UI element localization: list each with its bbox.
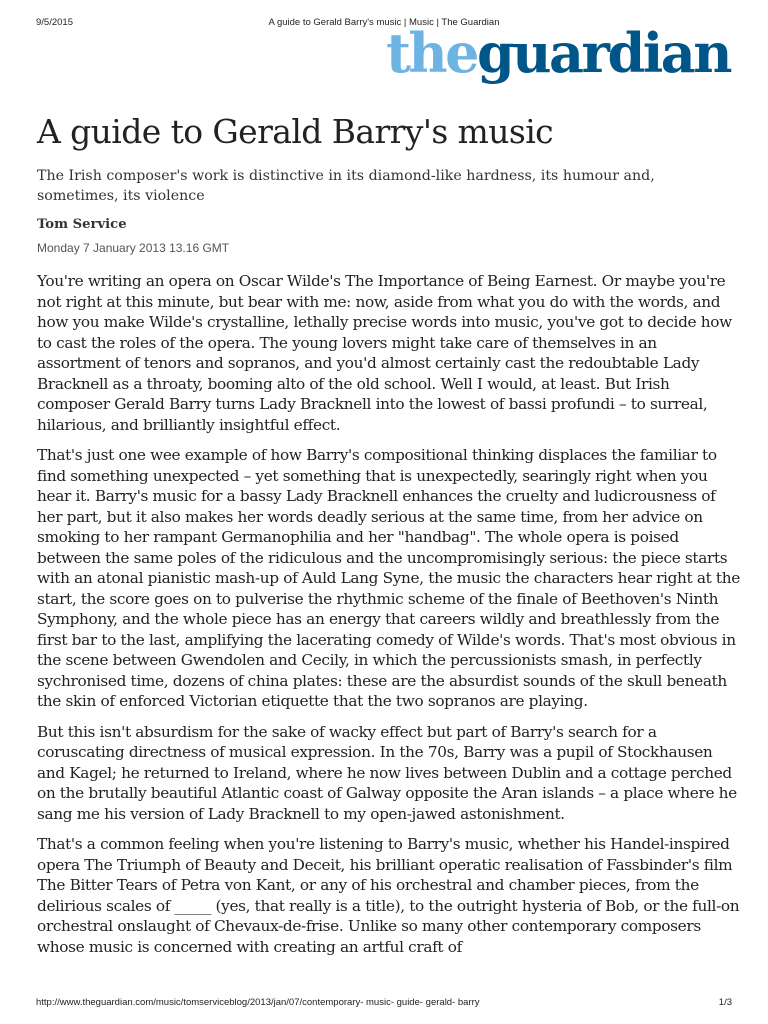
article-paragraph: You're writing an opera on Oscar Wilde's The Importance of Being Earnest. Or maybe you're not right at this minute, but bear with me: now, aside from what you do with the words, and how you make Wilde's crystalline, lethally precise words into music, you've got to decide how to cast the roles of the opera. The young lovers might take care of themselves in an assortment of tenors and sopranos, and you'd almost certainly cast the redoubtable Lady Bracknell as a throaty, booming alto of the old school. Well I would, at least. But Irish composer Gerald Barry turns Lady Bracknell into the lowest of bassi profundi – to surreal, hilarious, and brilliantly insightful effect.	[37, 272, 732, 434]
article-standfirst: The Irish composer's work is distinctive in its diamond-like hardness, its humour and, sometimes, its violence	[37, 168, 655, 204]
print-date: 9/5/2015	[36, 17, 73, 28]
article-byline[interactable]: Tom Service	[37, 217, 127, 232]
article-paragraph: That's a common feeling when you're listening to Barry's music, whether his Handel-inspired opera The Triumph of Beauty and Deceit, his brilliant operatic realisation of Fassbinder's film The Bitter Tears of Petra von Kant, or any of his orchestral and chamber pieces, from the delirious scales of _____ (yes, that really is a title), to the outright hysteria of Bob, or the full-on orchestral onslaught of Chevaux-de-frise. Unlike so many other contemporary composers whose music is concerned with creating an artful craft of	[37, 835, 740, 956]
logo-guardian: guardian	[477, 21, 730, 85]
article-paragraph: That's just one wee example of how Barry's compositional thinking displaces the familiar to find something unexpected – yet something that is unexpectedly, searingly right when you hear it. Barry's music for a bassy Lady Bracknell enhances the cruelty and ludicrousness of her part, but it also makes her words deadly serious at the same time, from her advice on smoking to her rampant Germanophilia and her "handbag". The whole opera is poised between the same poles of the ridiculous and the uncompromisingly serious: the piece starts with an atonal pianistic mash-up of Auld Lang Syne, the music the characters hear right at the start, the score goes on to pulverise the rhythmic scheme of the finale of Beethoven's Ninth Symphony, and the whole piece has an energy that careers wildly and breathlessly from the first bar to the last, amplifying the lacerating comedy of Wilde's words. That's most obvious in the scene between Gwendolen and Cecily, in which the percussionists smash, in perfectly sychronised time, dozens of china plates: these are the absurdist sounds of the skull beneath the skin of enforced Victorian etiquette that the two sopranos are playing.	[37, 446, 740, 710]
article-body	[37, 271, 742, 967]
print-page-title: A guide to Gerald Barry's music | Music | The Guardian	[268, 17, 500, 28]
logo-the: the	[385, 21, 478, 85]
article-paragraph: But this isn't absurdism for the sake of wacky effect but part of Barry's search for a coruscating directness of musical expression. In the 70s, Barry was a pupil of Stockhausen and Kagel; he returned to Ireland, where he now lives between Dublin and a cottage perched on the brutally beautiful Atlantic coast of Galway opposite the Aran islands – a place where he sang me his version of Lady Bracknell to my open-jawed astonishment.	[37, 722, 737, 823]
print-footer	[36, 997, 732, 1011]
page-number: 1/3	[718, 997, 732, 1008]
article-headline: A guide to Gerald Barry's music	[37, 112, 554, 151]
guardian-logo[interactable]	[385, 21, 730, 85]
article-dateline: Monday 7 January 2013 13.16 GMT	[37, 241, 230, 255]
print-url[interactable]: http://www.theguardian.com/music/tomserviceblog/2013/jan/07/contemporary- music- guide- gerald- barry	[36, 997, 480, 1008]
